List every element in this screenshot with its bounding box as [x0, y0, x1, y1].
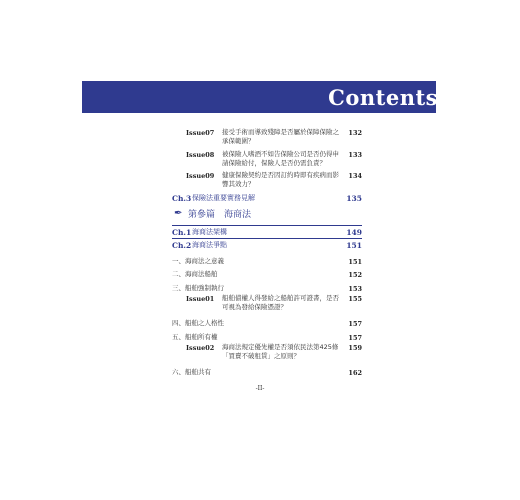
entry-page: 132 — [348, 129, 362, 137]
chapter-page: 135 — [346, 194, 362, 203]
entry-page: 155 — [348, 295, 362, 303]
entry-text: 接受手術而導致殘障是否屬於保障保險之承保範圍？ — [222, 128, 339, 145]
page-number: -II- — [255, 385, 265, 392]
chapter-label: Ch.3 — [172, 194, 192, 203]
chapter-text: 保險法重要實務見解 — [192, 194, 255, 202]
entry-text: 海商法規定優先權是否須依民法第425條「買賣不破租賃」之原則？ — [222, 343, 339, 360]
chapter-label: Ch.2 — [172, 241, 192, 250]
section-text: 一、海商法之意義 — [172, 257, 224, 265]
feather-icon: ✒ — [174, 208, 183, 219]
entry-label: Issue09 — [186, 172, 215, 180]
chapter-label: Ch.1 — [172, 228, 192, 237]
entry-label: Issue07 — [186, 129, 215, 137]
section-page: 152 — [348, 271, 362, 279]
page-title: Contents — [328, 85, 438, 110]
chapter-page: 149 — [346, 228, 362, 237]
entry-page: 133 — [348, 151, 362, 159]
section-text: 三、船舶強制執行 — [172, 284, 224, 292]
entry-text: 健康保險契約是否因訂約時即有疾病而影響其效力？ — [222, 171, 339, 188]
entry-text: 船舶債權人得發給之船舶許可證書，是否可視為發給保險憑證？ — [222, 294, 339, 311]
section-page: 162 — [348, 369, 362, 377]
chapter-page: 151 — [346, 241, 362, 250]
section-page: 157 — [348, 334, 362, 342]
section-text: 二、海商法船舶 — [172, 270, 218, 278]
divider — [172, 225, 362, 226]
entry-page: 134 — [348, 172, 362, 180]
divider — [172, 238, 362, 239]
chapter-text: 海商法爭點 — [192, 241, 227, 249]
entry-label: Issue08 — [186, 151, 215, 159]
chapter-text: 海商法架構 — [192, 228, 227, 236]
section-text: 四、船舶之人格性 — [172, 319, 224, 327]
entry-page: 159 — [348, 344, 362, 352]
section-page: 153 — [348, 285, 362, 293]
part-title: 第參篇 海商法 — [188, 210, 252, 220]
entry-label: Issue02 — [186, 344, 215, 352]
toc-part-heading[interactable] — [172, 207, 362, 221]
section-page: 151 — [348, 258, 362, 266]
section-page: 157 — [348, 320, 362, 328]
section-text: 六、船舶共有 — [172, 368, 211, 376]
entry-label: Issue01 — [186, 295, 215, 303]
section-text: 五、船舶所有權 — [172, 333, 218, 341]
entry-text: 被保險人嗜酒不如告保險公司是否仍得申請保險給付，保險人是否仍需負責？ — [222, 150, 339, 167]
